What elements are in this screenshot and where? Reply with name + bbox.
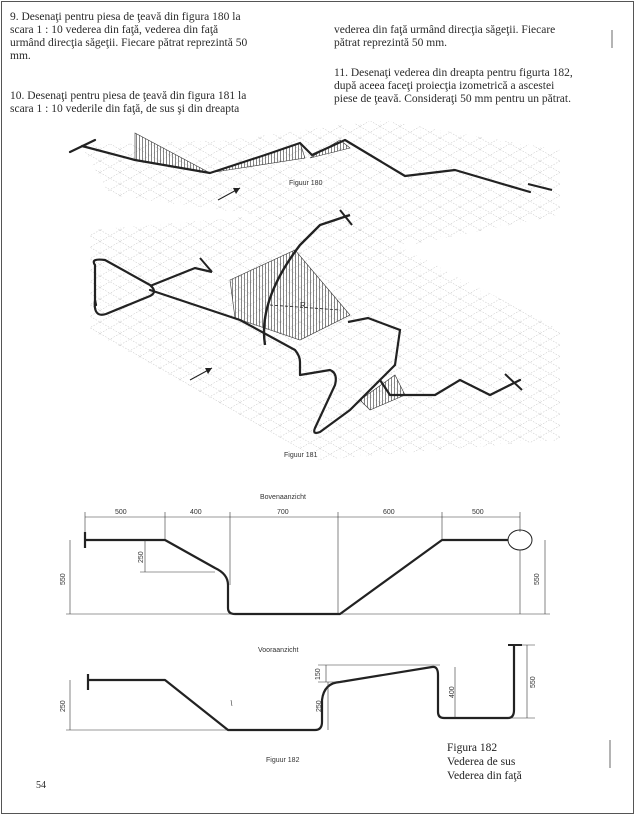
figure-182-caption-title: Figura 182 — [447, 742, 498, 754]
exercise-10-text: 10. Desenaţi pentru piesa de ţeavă din figura 181 la scara 1 : 10 vederile din faţă, de sus şi din dreapta — [10, 90, 247, 115]
top-view-title: Bovenaanzicht — [260, 494, 306, 501]
dim-top-right-height: 550 — [534, 573, 541, 585]
exercise-9-continued-text: vederea din faţă urmând direcţia săgeţii. Fiecare pătrat reprezintă 50 mm. — [334, 24, 556, 49]
figure-182-caption-line-1: Vederea de sus — [447, 756, 516, 768]
figure-182-front-view — [66, 645, 535, 730]
dim-front-right-height: 550 — [530, 676, 537, 688]
dim-top-3: 700 — [277, 509, 289, 516]
figure-182-label: Figuur 182 — [266, 757, 300, 764]
figure-181-radius-label: R — [300, 301, 306, 310]
dim-top-5: 500 — [472, 509, 484, 516]
exercise-11-text: 11. Desenaţi vederea din dreapta pentru figurta 182, după aceea faceţi proiecţia izometrică a ascestei piese de ţeavă. Consideraţi 50 mm pentru un pătrat. — [334, 67, 573, 105]
page-number: 54 — [36, 780, 46, 791]
exercise-9-text: 9. Desenaţi pentru piesa de ţeavă din figura 180 la scara 1 : 10 vederea din faţă, vederea din faţă urmând direcţia săgeţii. Fiecare pătrat reprezintă 50 mm. — [10, 11, 248, 62]
dim-top-2: 400 — [190, 509, 202, 516]
dim-top-left-height: 550 — [60, 573, 67, 585]
dim-top-4: 600 — [383, 509, 395, 516]
front-view-title: Vooraanzicht — [258, 647, 299, 654]
dim-front-left-height: 250 — [60, 700, 67, 712]
figure-182-top-view — [66, 512, 550, 614]
figure-180-label: Figuur 180 — [289, 180, 323, 187]
dim-front-150: 150 — [315, 668, 322, 680]
dim-top-inner-height: 250 — [138, 551, 145, 563]
dim-top-1: 500 — [115, 509, 127, 516]
dim-front-400: 400 — [449, 686, 456, 698]
figure-182-caption-line-2: Vederea din faţă — [447, 770, 522, 782]
isometric-grid-181 — [90, 210, 560, 460]
figure-181-label: Figuur 181 — [284, 452, 318, 459]
dim-front-mid-height: 250 — [316, 700, 323, 712]
